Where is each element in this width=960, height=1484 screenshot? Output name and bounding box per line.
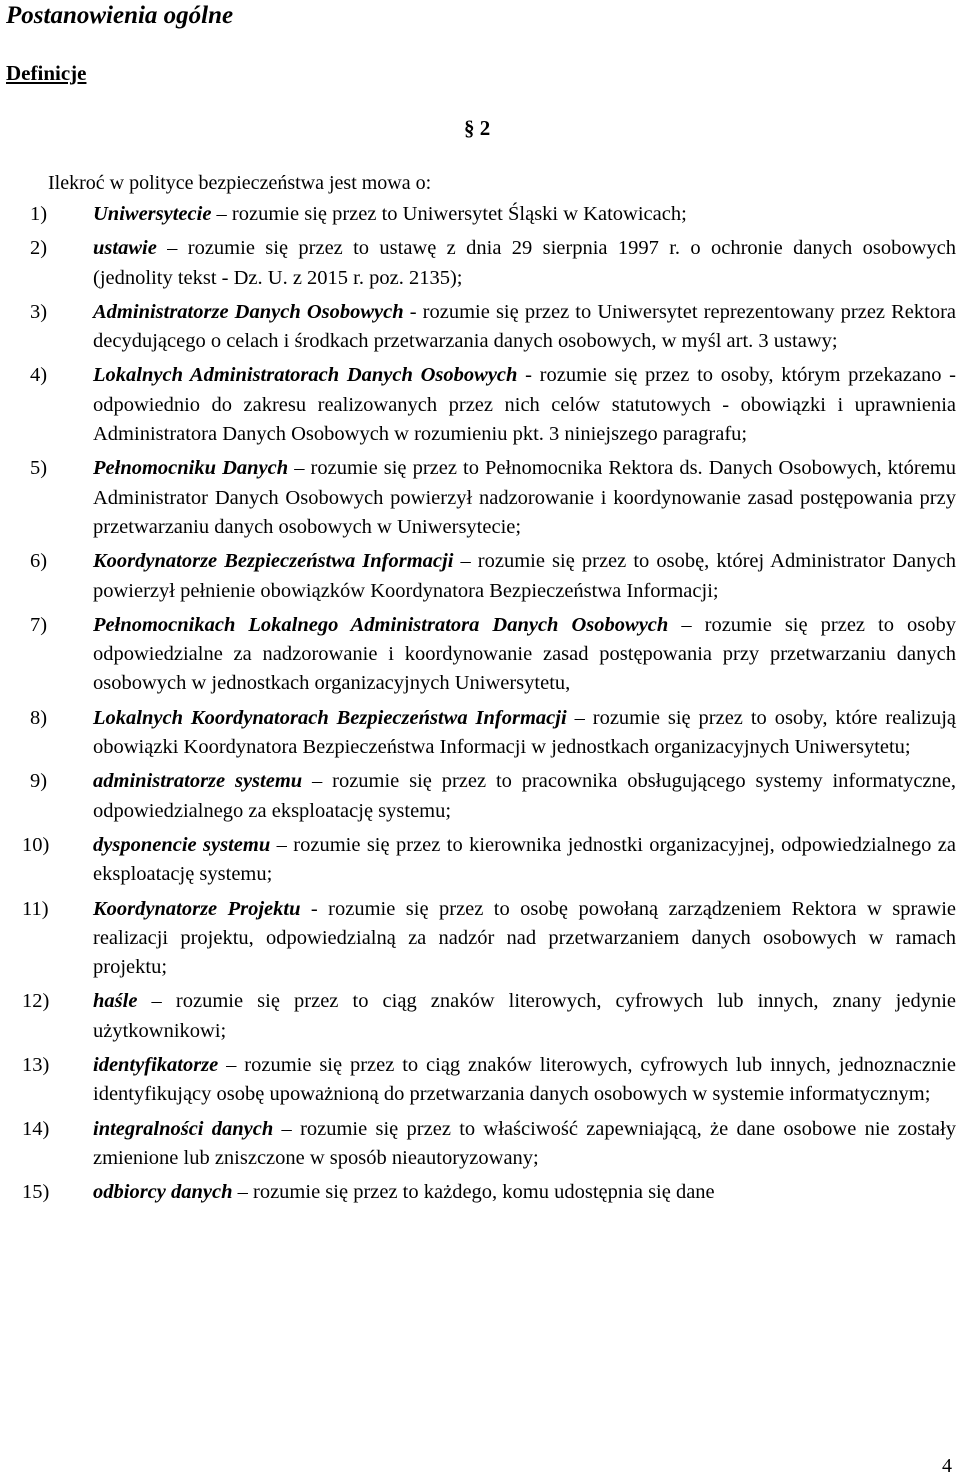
definition-item xyxy=(0,1051,960,1110)
definition-item xyxy=(0,200,960,229)
definition-text: – rozumie się przez to ciąg znaków literowych, cyfrowych lub innych, znany jedynie użytkownikowi; xyxy=(93,990,956,1042)
definition-number: 3) xyxy=(30,300,48,323)
definition-text: – rozumie się przez to osoby, które realizują obowiązki Koordynatora Bezpieczeństwa Informacji w jednostkach organizacyjnych Uniwersytetu; xyxy=(93,706,956,759)
page-number: 4 xyxy=(942,1455,952,1477)
definition-text: – rozumie się przez to Uniwersytet Śląski w Katowicach; xyxy=(211,203,687,225)
definition-term: odbiorcy danych xyxy=(93,1181,233,1204)
paragraph-sign: § 2 xyxy=(464,116,491,140)
definition-term: Koordynatorze Bezpieczeństwa Informacji xyxy=(93,550,454,573)
definition-text: - rozumie się przez to osoby, którym przekazano - odpowiednio do zakresu realizowanych przez nich celów statutowych - obowiązki i uprawnienia Administratora Danych Osobowych w rozumieniu pkt. 3 niniejszego paragrafu; xyxy=(93,364,956,446)
definition-text: - rozumie się przez to Uniwersytet reprezentowany przez Rektora decydującego o celach i środkach przetwarzania danych osobowych, w myśl art. 3 ustawy; xyxy=(93,300,957,353)
definition-number: 4) xyxy=(30,364,48,387)
definition-text: – rozumie się przez to osobę, której Administrator Danych powierzył pełnienie obowiązków Koordynatora Bezpieczeństwa Informacji; xyxy=(93,550,956,602)
definition-item xyxy=(0,831,960,890)
definition-text: – rozumie się przez to ciąg znaków literowych, cyfrowych lub innych, jednoznacznie identyfikujący osobę upoważnioną do przetwarzania danych osobowych w systemie informatycznym; xyxy=(93,1054,956,1106)
definition-term: Pełnomocniku Danych xyxy=(93,457,289,480)
definition-number: 10) xyxy=(22,833,50,856)
definition-item xyxy=(0,611,960,699)
definition-term: dysponencie systemu xyxy=(93,833,271,856)
definition-term: Administratorze Danych Osobowych xyxy=(93,300,404,323)
definition-term: integralności danych xyxy=(93,1117,274,1140)
definition-item xyxy=(0,1178,960,1207)
definition-number: 11) xyxy=(22,897,49,920)
definition-item xyxy=(0,987,960,1046)
definition-number: 1) xyxy=(30,203,48,225)
definition-term: administratorze systemu xyxy=(93,770,303,793)
definition-term: identyfikatorze xyxy=(93,1054,219,1077)
definition-term: Lokalnych Koordynatorach Bezpieczeństwa Informacji xyxy=(93,706,567,729)
definition-number: 7) xyxy=(30,613,48,636)
definition-number: 9) xyxy=(30,770,48,793)
subsection-title: Definicje xyxy=(6,61,87,85)
definition-number: 2) xyxy=(30,237,48,260)
definition-term: ustawie xyxy=(93,237,157,260)
section-title: Postanowienia ogólne xyxy=(6,2,234,29)
definition-item xyxy=(0,234,960,293)
definition-text: – rozumie się przez to osoby odpowiedzialne za nadzorowanie i koordynowanie zasad postępowania przy przetwarzaniu danych osobowych w jednostkach organizacyjnych Uniwersytetu, xyxy=(93,613,957,695)
definition-number: 15) xyxy=(22,1181,50,1204)
definition-text: – rozumie się przez to ustawę z dnia 29 sierpnia 1997 r. o ochronie danych osobowych (jednolity tekst - Dz. U. z 2015 r. poz. 2135); xyxy=(93,237,956,289)
definition-item xyxy=(0,767,960,826)
definition-text: – rozumie się przez to kierownika jednostki organizacyjnej, odpowiedzialnego za eksploatację systemu; xyxy=(93,833,956,886)
definition-number: 8) xyxy=(30,706,48,729)
definition-text: – rozumie się przez to pracownika obsługującego systemy informatyczne, odpowiedzialnego za eksploatację systemu; xyxy=(93,770,956,822)
definition-item xyxy=(0,895,960,983)
definition-item xyxy=(0,454,960,542)
definition-number: 12) xyxy=(22,990,50,1013)
definition-item xyxy=(0,298,960,357)
definition-text: – rozumie się przez to właściwość zapewniającą, że dane osobowe nie zostały zmienione lub zniszczone w sposób nieautoryzowany; xyxy=(93,1117,956,1169)
definition-text: – rozumie się przez to Pełnomocnika Rektora ds. Danych Osobowych, któremu Administrator Danych Osobowych powierzył nadzorowanie i koordynowanie zasad postępowania przy przetwarzaniu danych osobowych w Uniwersytecie; xyxy=(93,457,956,538)
definition-term: Pełnomocnikach Lokalnego Administratora Danych Osobowych xyxy=(93,613,669,636)
definition-item xyxy=(0,547,960,606)
definition-number: 14) xyxy=(22,1117,50,1140)
definition-number: 5) xyxy=(30,457,48,480)
definition-term: Koordynatorze Projektu xyxy=(93,897,301,920)
intro-text: Ilekroć w polityce bezpieczeństwa jest mowa o: xyxy=(48,172,432,194)
definition-number: 6) xyxy=(30,550,48,573)
definition-item xyxy=(0,704,960,763)
definition-item xyxy=(0,1115,960,1174)
definition-term: Uniwersytecie xyxy=(93,203,212,225)
definition-item xyxy=(0,361,960,449)
definition-text: – rozumie się przez to każdego, komu udostępnia się dane xyxy=(232,1181,715,1204)
definition-number: 13) xyxy=(22,1054,50,1077)
definition-text: - rozumie się przez to osobę powołaną zarządzeniem Rektora w sprawie realizacji projektu, odpowiedzialną za nadzór nad przetwarzaniem danych osobowych w ramach projektu; xyxy=(93,897,957,979)
definition-term: Lokalnych Administratorach Danych Osobowych xyxy=(93,364,518,387)
definition-term: haśle xyxy=(93,990,138,1013)
definitions-list xyxy=(0,200,960,1213)
